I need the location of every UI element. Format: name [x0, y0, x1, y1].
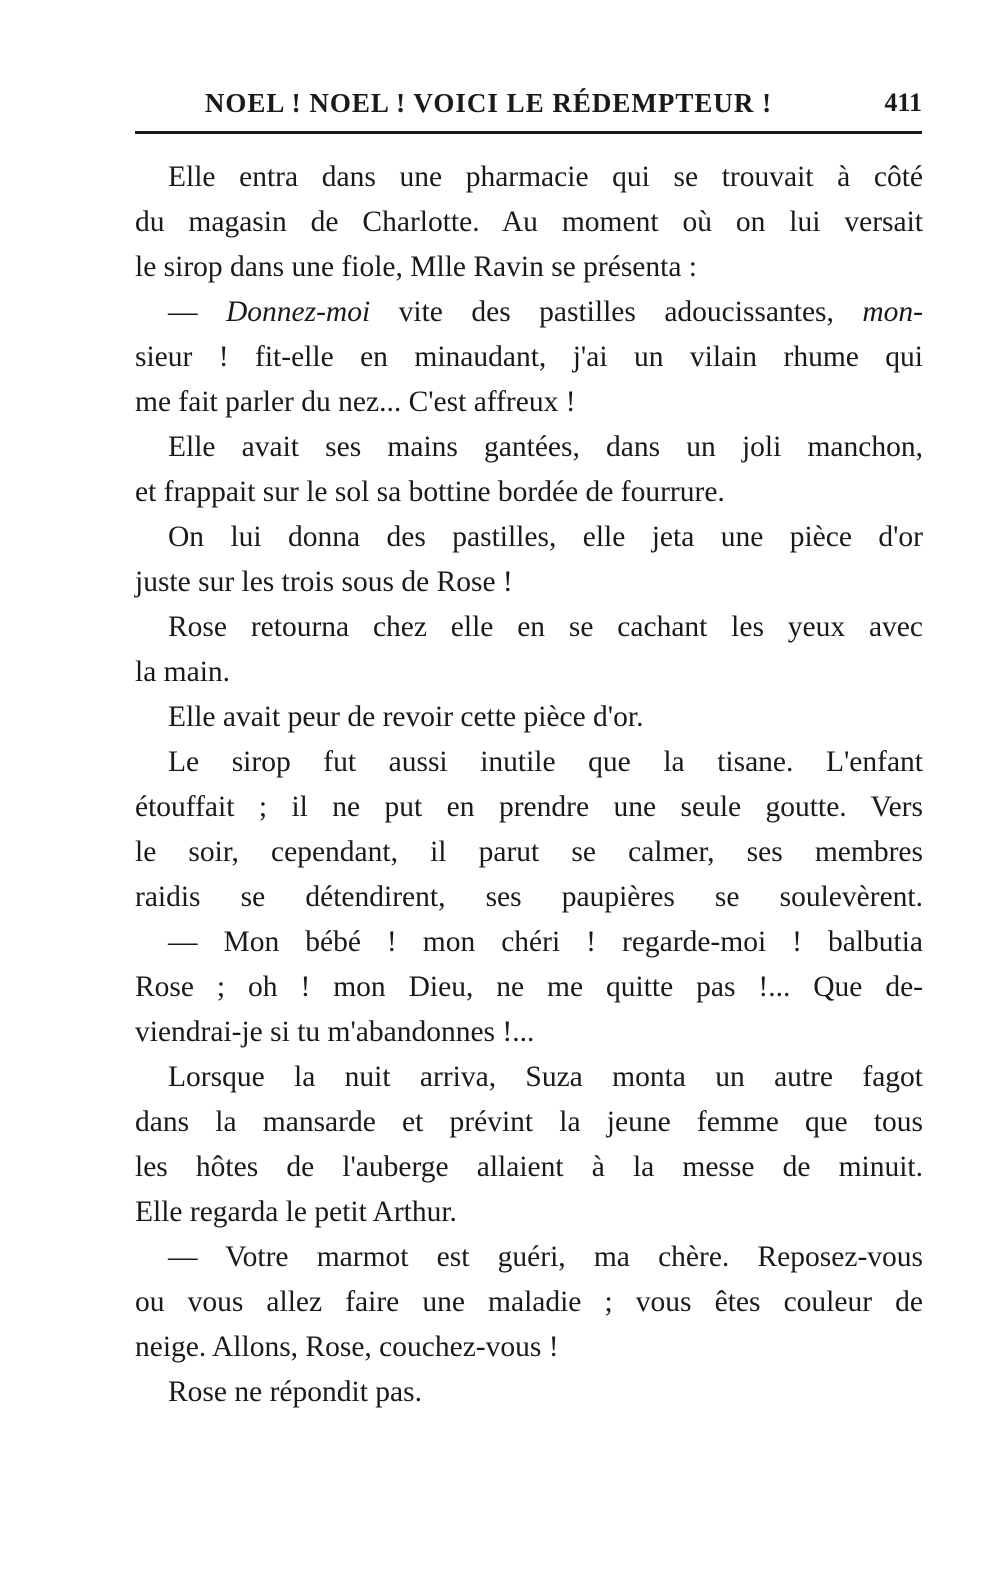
text-line: les hôtes de l'auberge allaient à la messe de minuit.: [135, 1151, 923, 1183]
text-line: Lorsque la nuit arriva, Suza monta un autre fagot: [168, 1061, 923, 1093]
text-line: le sirop dans une fiole, Mlle Ravin se présenta :: [135, 251, 697, 283]
paragraph: [135, 425, 923, 515]
header-rule: [135, 131, 922, 134]
paragraph: [135, 515, 923, 605]
text-line: neige. Allons, Rose, couchez-vous !: [135, 1331, 559, 1363]
text-segment: vite des pastilles adoucissantes,: [370, 296, 863, 328]
paragraph: [135, 1370, 923, 1415]
text-line: Rose ne répondit pas.: [168, 1376, 422, 1408]
text-line: Elle entra dans une pharmacie qui se trouvait à côté: [168, 161, 923, 193]
paragraph: [135, 290, 923, 425]
paragraph: [135, 1055, 923, 1235]
text-line: Le sirop fut aussi inutile que la tisane. L'enfant: [168, 746, 923, 778]
page-number: 411: [884, 88, 922, 117]
text-line: la main.: [135, 656, 231, 688]
text-line: le soir, cependant, il parut se calmer, ses membres: [135, 836, 923, 868]
text-line: juste sur les trois sous de Rose !: [135, 566, 513, 598]
text-line: et frappait sur le sol sa bottine bordée de fourrure.: [135, 476, 725, 508]
paragraph: [135, 605, 923, 695]
text-line: — Votre marmot est guéri, ma chère. Reposez-vous: [168, 1241, 923, 1273]
paragraph: [135, 695, 923, 740]
running-title: NOEL ! NOEL ! VOICI LE RÉDEMPTEUR !: [204, 88, 773, 118]
paragraph: [135, 920, 923, 1055]
text-line: raidis se détendirent, ses paupières se soulevèrent.: [135, 881, 923, 913]
paragraph: [135, 740, 923, 920]
text-line: Rose retourna chez elle en se cachant les yeux avec: [168, 611, 923, 643]
text-line: dans la mansarde et prévint la jeune femme que tous: [135, 1106, 923, 1138]
text-line: — Mon bébé ! mon chéri ! regarde-moi ! balbutia: [168, 926, 923, 958]
text-line: sieur ! fit-elle en minaudant, j'ai un vilain rhume qui: [135, 341, 923, 373]
paragraph: [135, 155, 923, 290]
text-line: me fait parler du nez... C'est affreux !: [135, 386, 576, 418]
text-line: Rose ; oh ! mon Dieu, ne me quitte pas !... Que de-: [135, 971, 923, 1003]
text-line: On lui donna des pastilles, elle jeta une pièce d'or: [168, 521, 923, 553]
text-line: ou vous allez faire une maladie ; vous êtes couleur de: [135, 1286, 923, 1318]
text-line: Elle regarda le petit Arthur.: [135, 1196, 457, 1228]
dash: —: [168, 296, 226, 328]
paragraph: [135, 1235, 923, 1370]
text-line: étouffait ; il ne put en prendre une seule goutte. Vers: [135, 791, 923, 823]
body-text: [135, 155, 923, 1415]
text-line: du magasin de Charlotte. Au moment où on lui versait: [135, 206, 923, 238]
running-head: [135, 88, 922, 128]
text-line: Elle avait ses mains gantées, dans un joli manchon,: [168, 431, 923, 463]
text-line: viendrai-je si tu m'abandonnes !...: [135, 1016, 535, 1048]
italic-text: Donnez-moi: [225, 296, 371, 328]
text-line: Elle avait peur de revoir cette pièce d'or.: [168, 701, 644, 733]
text-line: [135, 290, 923, 335]
italic-text: mon-: [862, 296, 924, 328]
